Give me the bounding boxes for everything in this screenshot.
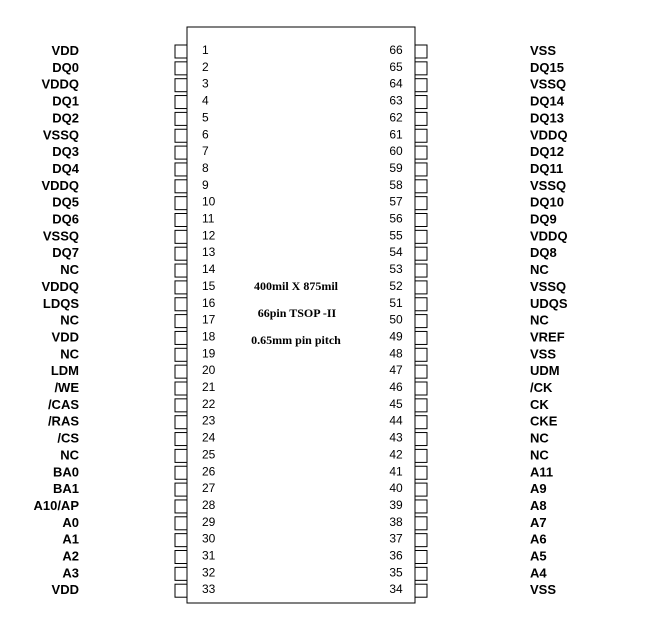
right-pin xyxy=(389,178,566,193)
pin-number: 18 xyxy=(202,329,216,344)
pin-number: 36 xyxy=(389,548,403,563)
pin-number: 31 xyxy=(202,548,216,563)
pin-lead xyxy=(175,315,187,328)
pin-signal-name: /RAS xyxy=(47,413,79,429)
right-pin xyxy=(389,329,564,344)
pin-lead xyxy=(175,45,187,58)
pin-signal-name: VDDQ xyxy=(41,278,79,294)
pin-signal-name: VDD xyxy=(51,329,79,345)
pin-lead xyxy=(175,281,187,294)
pin-number: 61 xyxy=(389,127,403,142)
pin-number: 49 xyxy=(389,329,403,344)
pin-signal-name: DQ0 xyxy=(52,59,79,75)
pin-number: 13 xyxy=(202,245,216,260)
pin-signal-name: DQ14 xyxy=(530,93,564,109)
right-pin xyxy=(389,195,564,210)
chip-pitch-label: 0.65mm pin pitch xyxy=(251,333,341,347)
pin-signal-name: /CS xyxy=(57,430,79,446)
pin-number: 2 xyxy=(202,59,209,74)
pin-lead xyxy=(415,146,427,159)
pin-number: 57 xyxy=(389,194,403,209)
pin-lead xyxy=(175,449,187,462)
pin-lead xyxy=(415,264,427,277)
pin-lead xyxy=(175,584,187,597)
pin-lead xyxy=(175,534,187,547)
pin-lead xyxy=(175,79,187,92)
pin-number: 11 xyxy=(202,211,215,226)
pin-signal-name: VSSQ xyxy=(530,278,567,294)
pin-lead xyxy=(415,129,427,142)
pin-number: 15 xyxy=(202,278,216,293)
pin-lead xyxy=(415,567,427,580)
pin-lead xyxy=(175,399,187,412)
pin-signal-name: A5 xyxy=(530,548,547,564)
pin-lead xyxy=(415,551,427,564)
pin-signal-name: A0 xyxy=(62,514,79,530)
pin-lead xyxy=(415,517,427,530)
pin-signal-name: DQ5 xyxy=(52,194,79,210)
right-pin xyxy=(389,161,563,176)
pin-lead xyxy=(415,247,427,260)
pin-signal-name: A1 xyxy=(62,531,79,547)
pin-signal-name: A11 xyxy=(530,464,554,480)
pin-signal-name: A8 xyxy=(530,497,547,513)
pin-number: 54 xyxy=(389,245,403,260)
pin-signal-name: BA0 xyxy=(52,464,79,480)
pin-lead xyxy=(175,483,187,496)
pin-number: 33 xyxy=(202,582,216,597)
right-pin xyxy=(389,363,559,378)
pin-signal-name: VSSQ xyxy=(530,76,567,92)
chip-size-label: 400mil X 875mil xyxy=(254,279,338,293)
pin-lead xyxy=(175,500,187,513)
pin-lead xyxy=(415,500,427,513)
pin-number: 40 xyxy=(389,481,403,496)
pin-number: 6 xyxy=(202,127,209,142)
pin-lead xyxy=(175,62,187,75)
pin-lead xyxy=(415,112,427,125)
pin-signal-name: DQ6 xyxy=(52,211,79,227)
pin-number: 55 xyxy=(389,228,403,243)
pin-lead xyxy=(415,399,427,412)
pin-number: 19 xyxy=(202,346,216,361)
pin-lead xyxy=(175,551,187,564)
right-pin xyxy=(389,228,567,243)
pin-signal-name: NC xyxy=(60,262,79,278)
pin-number: 52 xyxy=(389,278,403,293)
pin-number: 60 xyxy=(389,144,403,159)
pin-signal-name: VDDQ xyxy=(530,228,568,244)
right-pin xyxy=(389,94,564,109)
pin-lead xyxy=(415,416,427,429)
pin-number: 22 xyxy=(202,396,216,411)
pin-number: 41 xyxy=(389,464,403,479)
pin-number: 4 xyxy=(202,93,209,108)
pin-signal-name: A4 xyxy=(530,565,547,581)
pin-lead xyxy=(415,483,427,496)
pin-number: 39 xyxy=(389,497,403,512)
pin-number: 35 xyxy=(389,565,403,580)
pin-lead xyxy=(175,433,187,446)
left-pin xyxy=(52,60,209,75)
pin-lead xyxy=(415,348,427,361)
pin-number: 53 xyxy=(389,262,403,277)
pin-number: 21 xyxy=(202,380,216,394)
pin-signal-name: DQ15 xyxy=(530,59,564,75)
pin-lead xyxy=(415,197,427,210)
pin-signal-name: /WE xyxy=(54,380,79,395)
pin-signal-name: DQ8 xyxy=(530,245,557,261)
pin-signal-name: LDM xyxy=(50,363,79,379)
pin-signal-name: BA1 xyxy=(52,481,79,497)
pin-signal-name: VSS xyxy=(530,43,557,58)
pin-number: 5 xyxy=(202,110,209,125)
pin-number: 34 xyxy=(389,582,403,597)
pin-number: 24 xyxy=(202,430,216,445)
left-pin xyxy=(41,77,209,92)
pin-number: 44 xyxy=(389,413,403,428)
pin-lead xyxy=(175,214,187,227)
pin-signal-name: NC xyxy=(60,346,79,362)
pin-signal-name: NC xyxy=(530,447,549,463)
pin-lead xyxy=(175,264,187,277)
pin-number: 43 xyxy=(389,430,403,445)
pin-lead xyxy=(175,567,187,580)
pin-number: 1 xyxy=(202,43,209,57)
pin-lead xyxy=(415,230,427,243)
right-pin xyxy=(389,144,564,159)
pin-number: 48 xyxy=(389,346,403,361)
pin-signal-name: NC xyxy=(530,312,549,328)
pin-number: 16 xyxy=(202,295,216,310)
pin-number: 37 xyxy=(389,531,403,546)
pin-lead xyxy=(415,382,427,395)
pin-number: 58 xyxy=(389,177,403,192)
pin-number: 50 xyxy=(389,312,403,327)
right-pin xyxy=(389,296,568,311)
pin-signal-name: VDDQ xyxy=(41,177,79,193)
pin-lead xyxy=(175,298,187,311)
right-pin xyxy=(389,127,567,142)
pin-number: 12 xyxy=(202,228,216,243)
pin-number: 64 xyxy=(389,76,403,91)
pin-number: 51 xyxy=(389,295,403,310)
pin-lead xyxy=(415,214,427,227)
pin-number: 17 xyxy=(202,312,216,327)
left-pin xyxy=(52,161,209,176)
pin-number: 66 xyxy=(389,43,403,57)
left-pin xyxy=(52,43,209,58)
pin-signal-name: /CAS xyxy=(47,396,79,412)
pin-lead xyxy=(175,197,187,210)
pin-signal-name: DQ9 xyxy=(530,211,557,227)
pin-lead xyxy=(175,163,187,176)
pin-signal-name: DQ2 xyxy=(52,110,79,126)
pin-signal-name: DQ10 xyxy=(530,194,564,210)
pin-lead xyxy=(415,534,427,547)
pin-lead xyxy=(415,315,427,328)
pin-lead xyxy=(415,584,427,597)
left-pin xyxy=(43,127,209,142)
pin-signal-name: VSSQ xyxy=(42,228,79,244)
pin-number: 14 xyxy=(202,262,216,277)
left-pin xyxy=(52,144,209,159)
pin-lead xyxy=(175,365,187,378)
pin-number: 45 xyxy=(389,396,403,411)
pin-number: 3 xyxy=(202,76,209,91)
left-pin xyxy=(52,110,209,125)
pin-lead xyxy=(175,230,187,243)
pin-signal-name: DQ11 xyxy=(530,160,564,176)
pin-signal-name: LDQS xyxy=(42,295,79,311)
pin-signal-name: DQ4 xyxy=(52,160,79,176)
pin-lead xyxy=(415,96,427,109)
pin-lead xyxy=(175,517,187,530)
pin-signal-name: /CK xyxy=(530,380,553,395)
pin-lead xyxy=(175,331,187,344)
pin-signal-name: VREF xyxy=(530,329,565,345)
pin-signal-name: DQ13 xyxy=(530,110,564,126)
pin-lead xyxy=(415,365,427,378)
pin-lead xyxy=(175,416,187,429)
pin-lead xyxy=(175,247,187,260)
pin-lead xyxy=(415,449,427,462)
left-pin xyxy=(52,94,209,109)
pin-number: 38 xyxy=(389,514,403,529)
pin-signal-name: DQ7 xyxy=(52,245,79,261)
pin-lead xyxy=(175,96,187,109)
pin-signal-name: DQ1 xyxy=(52,93,79,109)
right-pin xyxy=(389,60,564,75)
pin-lead xyxy=(175,382,187,395)
right-pin xyxy=(389,77,566,92)
pin-lead xyxy=(415,466,427,479)
pin-lead xyxy=(415,433,427,446)
pin-number: 25 xyxy=(202,447,216,462)
pin-signal-name: VDD xyxy=(51,43,79,58)
chip-package-label: 66pin TSOP -II xyxy=(257,306,337,320)
pin-number: 28 xyxy=(202,497,216,512)
pin-signal-name: UDQS xyxy=(530,295,568,311)
pin-signal-name: DQ12 xyxy=(530,144,564,160)
pin-lead xyxy=(175,146,187,159)
pin-signal-name: VDD xyxy=(51,582,79,598)
pin-lead xyxy=(175,129,187,142)
pin-number: 7 xyxy=(202,144,209,159)
pin-lead xyxy=(175,348,187,361)
pin-number: 63 xyxy=(389,93,403,108)
left-pin xyxy=(41,178,209,193)
pin-signal-name: VSS xyxy=(530,346,557,362)
right-pin-column xyxy=(389,43,568,597)
pin-lead xyxy=(415,62,427,75)
pin-signal-name: CK xyxy=(530,396,549,412)
pin-number: 32 xyxy=(202,565,216,580)
pin-signal-name: NC xyxy=(530,262,549,278)
pin-signal-name: A3 xyxy=(62,565,79,581)
pin-signal-name: VSSQ xyxy=(42,127,79,143)
pin-lead xyxy=(175,112,187,125)
pin-number: 27 xyxy=(202,481,216,496)
pin-number: 56 xyxy=(389,211,403,226)
pin-number: 30 xyxy=(202,531,216,546)
pin-number: 26 xyxy=(202,464,216,479)
pin-signal-name: NC xyxy=(60,312,79,328)
pin-lead xyxy=(415,79,427,92)
pin-signal-name: NC xyxy=(530,430,549,446)
pin-number: 46 xyxy=(389,380,403,394)
pin-number: 42 xyxy=(389,447,403,462)
pin-lead xyxy=(175,466,187,479)
pin-lead xyxy=(175,180,187,193)
pin-signal-name: NC xyxy=(60,447,79,463)
pin-number: 8 xyxy=(202,160,209,175)
pin-number: 65 xyxy=(389,59,403,74)
pin-signal-name: A9 xyxy=(530,481,547,497)
pin-signal-name: VDDQ xyxy=(530,127,568,143)
pin-number: 23 xyxy=(202,413,216,428)
pin-lead xyxy=(415,298,427,311)
pin-number: 62 xyxy=(389,110,403,125)
pin-number: 29 xyxy=(202,514,216,529)
pin-number: 9 xyxy=(202,177,209,192)
pin-lead xyxy=(415,281,427,294)
pin-number: 47 xyxy=(389,363,403,378)
right-pin xyxy=(389,414,557,429)
pin-lead xyxy=(415,180,427,193)
pin-lead xyxy=(415,45,427,58)
pin-signal-name: A2 xyxy=(62,548,79,564)
pin-signal-name: A6 xyxy=(530,531,547,547)
pin-signal-name: A10/AP xyxy=(33,497,79,513)
pin-lead xyxy=(415,163,427,176)
pin-signal-name: UDM xyxy=(530,363,560,379)
pin-signal-name: DQ3 xyxy=(52,144,79,160)
pin-signal-name: CKE xyxy=(530,413,558,429)
pin-signal-name: VSS xyxy=(530,582,557,598)
pin-number: 10 xyxy=(202,194,216,209)
right-pin xyxy=(389,279,566,294)
pin-signal-name: A7 xyxy=(530,514,547,530)
right-pin xyxy=(389,110,564,125)
pin-signal-name: VSSQ xyxy=(530,177,567,193)
pin-signal-name: VDDQ xyxy=(41,76,79,92)
pin-lead xyxy=(415,331,427,344)
pin-number: 59 xyxy=(389,160,403,175)
pin-number: 20 xyxy=(202,363,216,378)
